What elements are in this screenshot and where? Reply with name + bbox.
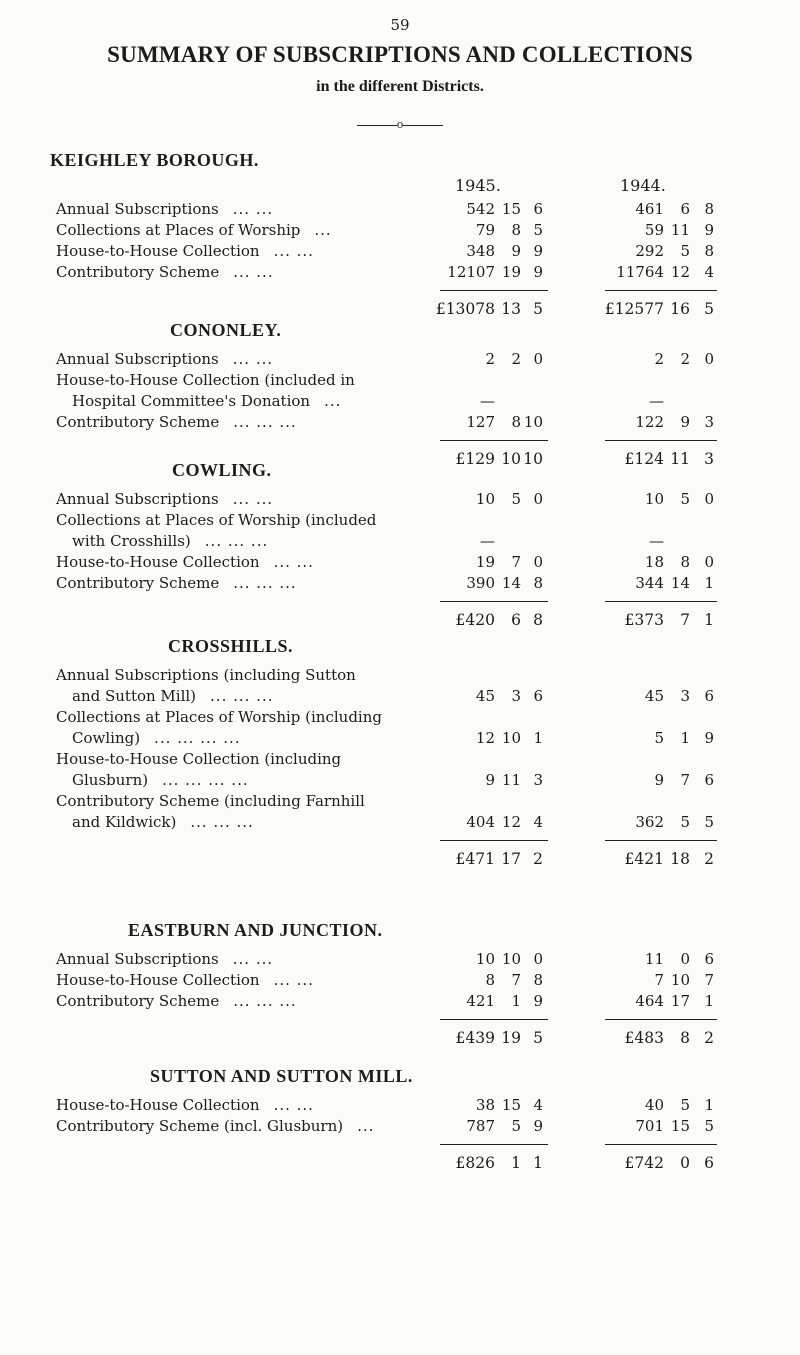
cell-y1944-pounds: 362	[635, 813, 664, 831]
year-header-1945: 1945.	[455, 176, 501, 195]
cell-y1944-pence: 9	[704, 221, 714, 239]
cell-y1945-pounds: 8	[485, 971, 495, 989]
cell-y1945-pence: 9	[533, 1117, 543, 1135]
total-rule-1945	[440, 290, 548, 291]
row-label: Contributory Scheme ... ...	[56, 263, 274, 281]
cell-y1944-pence: 5	[704, 1117, 714, 1135]
total-rule-1944	[605, 840, 717, 841]
cell-y1944-shillings: 3	[680, 687, 690, 705]
row-label: Contributory Scheme ... ... ...	[56, 574, 297, 592]
cell-y1944-pounds: 344	[635, 574, 664, 592]
total-y1944-pounds: £742	[624, 1154, 664, 1172]
table-row	[0, 511, 800, 531]
total-y1945-shillings: 13	[501, 300, 521, 318]
cell-y1944-pounds: 122	[635, 413, 664, 431]
cell-y1945-shillings: 19	[501, 263, 521, 281]
total-rule-1944	[605, 1144, 717, 1145]
cell-y1945-shillings: 2	[511, 350, 521, 368]
total-row	[0, 850, 800, 872]
divider: o	[0, 118, 800, 131]
total-y1944-pence: 3	[704, 450, 714, 468]
cell-y1945-pence: 10	[523, 413, 543, 431]
table-row	[0, 413, 800, 433]
cell-y1944-pounds: 9	[654, 771, 664, 789]
total-y1944-pence: 2	[704, 1029, 714, 1047]
table-row	[0, 971, 800, 991]
row-leader: ... ...	[232, 950, 274, 968]
cell-y1945-pounds: —	[480, 392, 495, 410]
total-y1945-pounds: £129	[455, 450, 495, 468]
cell-y1945-shillings: 8	[511, 221, 521, 239]
total-row	[0, 300, 800, 322]
total-row	[0, 450, 800, 472]
cell-y1944-pence: 4	[704, 263, 714, 281]
table-row	[0, 490, 800, 510]
row-leader: ... ... ...	[233, 992, 297, 1010]
total-y1945-pence: 8	[533, 611, 543, 629]
cell-y1945-pounds: 542	[466, 200, 495, 218]
cell-y1944-shillings: 9	[680, 413, 690, 431]
cell-y1945-pounds: 787	[466, 1117, 495, 1135]
cell-y1944-shillings: 17	[670, 992, 690, 1010]
row-leader: ... ...	[273, 1096, 314, 1114]
total-rule-1945	[440, 601, 548, 602]
cell-y1944-shillings: 15	[670, 1117, 690, 1135]
table-row	[0, 553, 800, 573]
cell-y1945-shillings: 8	[511, 413, 521, 431]
total-y1944-shillings: 18	[670, 850, 690, 868]
cell-y1945-pence: 6	[533, 687, 543, 705]
cell-y1945-shillings: 1	[511, 992, 521, 1010]
cell-y1944-pounds: —	[649, 532, 664, 550]
cell-y1945-pence: 8	[533, 574, 543, 592]
cell-y1945-pounds: 45	[475, 687, 495, 705]
row-leader: ... ...	[232, 490, 274, 508]
row-leader: ... ...	[233, 263, 274, 281]
cell-y1945-pence: 1	[533, 729, 543, 747]
cell-y1945-pounds: 348	[466, 242, 495, 260]
cell-y1945-pounds: 127	[466, 413, 495, 431]
cell-y1944-pence: 8	[704, 242, 714, 260]
row-leader: ... ...	[273, 971, 314, 989]
cell-y1945-shillings: 12	[501, 813, 521, 831]
table-row	[0, 708, 800, 728]
cell-y1944-shillings: 14	[670, 574, 690, 592]
cell-y1944-pounds: 10	[644, 490, 664, 508]
row-label: Contributory Scheme (incl. Glusburn) ...	[56, 1117, 375, 1135]
year-header-1944: 1944.	[620, 176, 666, 195]
total-y1945-pence: 1	[533, 1154, 543, 1172]
total-y1945-shillings: 6	[511, 611, 521, 629]
table-row	[0, 532, 800, 552]
total-y1944-shillings: 8	[680, 1029, 690, 1047]
table-row	[0, 1117, 800, 1137]
table-row	[0, 263, 800, 283]
section-heading: EASTBURN AND JUNCTION.	[128, 920, 383, 940]
cell-y1944-pounds: 701	[635, 1117, 664, 1135]
row-label: House-to-House Collection (including	[56, 750, 342, 768]
row-leader: ... ...	[273, 553, 314, 571]
cell-y1944-shillings: 5	[680, 490, 690, 508]
cell-y1944-pounds: 5	[654, 729, 664, 747]
section-heading: SUTTON AND SUTTON MILL.	[150, 1066, 413, 1086]
cell-y1944-pence: 5	[704, 813, 714, 831]
cell-y1945-shillings: 15	[501, 1096, 521, 1114]
total-y1944-pounds: £12577	[604, 300, 664, 318]
page-number: 59	[390, 16, 410, 34]
total-y1944-shillings: 0	[680, 1154, 690, 1172]
total-rule-1945	[440, 840, 548, 841]
cell-y1944-pence: 9	[704, 729, 714, 747]
cell-y1944-pence: 6	[704, 771, 714, 789]
cell-y1945-pounds: 390	[466, 574, 495, 592]
row-label: Contributory Scheme ... ... ...	[56, 413, 297, 431]
row-label: House-to-House Collection ... ...	[56, 553, 314, 571]
cell-y1944-shillings: 0	[680, 950, 690, 968]
table-row	[0, 792, 800, 812]
table-row	[0, 242, 800, 262]
cell-y1945-pence: 9	[533, 242, 543, 260]
cell-y1944-shillings: 1	[680, 729, 690, 747]
cell-y1944-pence: 6	[704, 950, 714, 968]
total-y1945-pounds: £439	[455, 1029, 495, 1047]
cell-y1945-pence: 0	[533, 490, 543, 508]
section-heading: COWLING.	[172, 460, 272, 480]
cell-y1944-pounds: 7	[654, 971, 664, 989]
cell-y1945-shillings: 15	[501, 200, 521, 218]
cell-y1945-shillings: 7	[511, 971, 521, 989]
cell-y1944-shillings: 5	[680, 1096, 690, 1114]
cell-y1945-pounds: 421	[466, 992, 495, 1010]
cell-y1944-shillings: 7	[680, 771, 690, 789]
row-label: and Kildwick) ... ... ...	[72, 813, 254, 831]
cell-y1945-pence: 6	[533, 200, 543, 218]
total-y1945-pounds: £826	[455, 1154, 495, 1172]
cell-y1945-shillings: 10	[501, 950, 521, 968]
total-y1945-shillings: 17	[501, 850, 521, 868]
total-rule-1945	[440, 1144, 548, 1145]
total-row	[0, 611, 800, 633]
total-y1945-pounds: £471	[455, 850, 495, 868]
row-label: Collections at Places of Worship (included	[56, 511, 377, 529]
row-label: Cowling) ... ... ... ...	[72, 729, 241, 747]
row-leader: ... ... ...	[233, 574, 297, 592]
page-subtitle: in the different Districts.	[316, 78, 484, 95]
row-label: Annual Subscriptions (including Sutton	[56, 666, 356, 684]
table-row	[0, 750, 800, 770]
row-leader: ... ...	[232, 200, 274, 218]
table-row	[0, 392, 800, 412]
cell-y1944-pence: 0	[704, 553, 714, 571]
cell-y1944-pence: 1	[704, 992, 714, 1010]
total-y1944-pounds: £421	[624, 850, 664, 868]
row-label: and Sutton Mill) ... ... ...	[72, 687, 274, 705]
row-leader: ... ...	[232, 350, 274, 368]
row-label: with Crosshills) ... ... ...	[72, 532, 269, 550]
row-label: House-to-House Collection ... ...	[56, 1096, 314, 1114]
row-leader: ... ... ...	[190, 813, 254, 831]
cell-y1944-shillings: 2	[680, 350, 690, 368]
row-leader: ... ... ...	[204, 532, 269, 550]
cell-y1944-pounds: 464	[635, 992, 664, 1010]
cell-y1945-pence: 0	[533, 553, 543, 571]
total-y1945-pence: 5	[533, 1029, 543, 1047]
total-y1944-pence: 5	[704, 300, 714, 318]
cell-y1944-shillings: 10	[670, 971, 690, 989]
table-row	[0, 350, 800, 370]
cell-y1944-pounds: 292	[635, 242, 664, 260]
row-label: House-to-House Collection ... ...	[56, 242, 314, 260]
cell-y1945-pence: 9	[533, 992, 543, 1010]
cell-y1944-pence: 3	[704, 413, 714, 431]
cell-y1945-shillings: 11	[501, 771, 521, 789]
cell-y1945-pence: 4	[533, 813, 543, 831]
row-leader: ... ... ... ...	[162, 771, 249, 789]
cell-y1945-pence: 0	[533, 950, 543, 968]
row-leader: ... ...	[273, 242, 314, 260]
row-label: Contributory Scheme (including Farnhill	[56, 792, 365, 810]
cell-y1944-shillings: 11	[670, 221, 690, 239]
row-leader: ... ... ... ...	[154, 729, 241, 747]
cell-y1945-pence: 9	[533, 263, 543, 281]
row-label: Annual Subscriptions ... ...	[56, 950, 274, 968]
cell-y1944-pounds: 461	[635, 200, 664, 218]
cell-y1944-shillings: 12	[670, 263, 690, 281]
total-y1944-pence: 1	[704, 611, 714, 629]
row-leader: ...	[324, 392, 342, 410]
total-y1944-pence: 6	[704, 1154, 714, 1172]
section-heading: KEIGHLEY BOROUGH.	[50, 150, 259, 170]
cell-y1945-pounds: 10	[475, 950, 495, 968]
cell-y1945-shillings: 5	[511, 1117, 521, 1135]
total-y1944-shillings: 16	[670, 300, 690, 318]
cell-y1944-pounds: 59	[644, 221, 664, 239]
table-row	[0, 729, 800, 749]
table-row	[0, 666, 800, 686]
row-label: Annual Subscriptions ... ...	[56, 490, 274, 508]
row-label: Annual Subscriptions ... ...	[56, 200, 274, 218]
cell-y1945-pence: 4	[533, 1096, 543, 1114]
row-label: Hospital Committee's Donation ...	[72, 392, 342, 410]
total-row	[0, 1154, 800, 1176]
cell-y1945-pounds: 12107	[447, 263, 495, 281]
row-leader: ... ... ...	[210, 687, 274, 705]
table-row	[0, 687, 800, 707]
total-y1944-pounds: £124	[624, 450, 664, 468]
table-row	[0, 574, 800, 594]
total-rule-1944	[605, 601, 717, 602]
cell-y1944-pence: 0	[704, 490, 714, 508]
cell-y1945-shillings: 5	[511, 490, 521, 508]
cell-y1945-pounds: 10	[475, 490, 495, 508]
row-label: Annual Subscriptions ... ...	[56, 350, 274, 368]
total-y1945-pence: 10	[523, 450, 543, 468]
total-y1944-pounds: £483	[624, 1029, 664, 1047]
cell-y1944-pence: 7	[704, 971, 714, 989]
table-row	[0, 371, 800, 391]
cell-y1944-shillings: 5	[680, 813, 690, 831]
cell-y1945-pounds: 12	[475, 729, 495, 747]
total-rule-1944	[605, 1019, 717, 1020]
row-label: House-to-House Collection (included in	[56, 371, 355, 389]
cell-y1945-shillings: 10	[501, 729, 521, 747]
row-leader: ...	[357, 1117, 375, 1135]
cell-y1945-pounds: 79	[475, 221, 495, 239]
section-heading: CONONLEY.	[170, 320, 282, 340]
total-rule-1945	[440, 1019, 548, 1020]
cell-y1945-pounds: 19	[475, 553, 495, 571]
total-y1945-shillings: 1	[511, 1154, 521, 1172]
table-row	[0, 200, 800, 220]
total-rule-1944	[605, 290, 717, 291]
total-y1945-pounds: £420	[455, 611, 495, 629]
cell-y1945-pounds: 38	[475, 1096, 495, 1114]
table-row	[0, 992, 800, 1012]
cell-y1944-pounds: 45	[644, 687, 664, 705]
cell-y1945-shillings: 14	[501, 574, 521, 592]
cell-y1945-shillings: 7	[511, 553, 521, 571]
total-y1945-pence: 2	[533, 850, 543, 868]
total-y1944-pence: 2	[704, 850, 714, 868]
table-row	[0, 1096, 800, 1116]
cell-y1944-pence: 8	[704, 200, 714, 218]
cell-y1945-pounds: 404	[466, 813, 495, 831]
cell-y1945-pence: 5	[533, 221, 543, 239]
cell-y1945-pence: 0	[533, 350, 543, 368]
row-label: Contributory Scheme ... ... ...	[56, 992, 297, 1010]
cell-y1944-pence: 0	[704, 350, 714, 368]
cell-y1945-pence: 3	[533, 771, 543, 789]
cell-y1945-pence: 8	[533, 971, 543, 989]
section-heading: CROSSHILLS.	[168, 636, 294, 656]
total-y1944-shillings: 7	[680, 611, 690, 629]
table-row	[0, 813, 800, 833]
cell-y1944-shillings: 5	[680, 242, 690, 260]
row-label: Collections at Places of Worship (including	[56, 708, 382, 726]
cell-y1944-pounds: 11	[644, 950, 664, 968]
cell-y1944-pence: 6	[704, 687, 714, 705]
row-leader: ... ... ...	[233, 413, 297, 431]
total-rule-1945	[440, 440, 548, 441]
page-title: SUMMARY OF SUBSCRIPTIONS AND COLLECTIONS	[107, 42, 693, 67]
total-y1945-shillings: 19	[501, 1029, 521, 1047]
cell-y1944-pounds: 18	[644, 553, 664, 571]
row-label: Glusburn) ... ... ... ...	[72, 771, 249, 789]
total-y1945-pounds: £13078	[435, 300, 495, 318]
total-y1944-shillings: 11	[670, 450, 690, 468]
cell-y1944-pounds: —	[649, 392, 664, 410]
table-row	[0, 771, 800, 791]
cell-y1944-pence: 1	[704, 574, 714, 592]
cell-y1945-shillings: 9	[511, 242, 521, 260]
table-row	[0, 950, 800, 970]
cell-y1944-shillings: 8	[680, 553, 690, 571]
cell-y1944-pounds: 2	[654, 350, 664, 368]
cell-y1945-pounds: 9	[485, 771, 495, 789]
cell-y1945-pounds: 2	[485, 350, 495, 368]
total-rule-1944	[605, 440, 717, 441]
total-y1945-shillings: 10	[501, 450, 521, 468]
row-leader: ...	[314, 221, 332, 239]
cell-y1944-pence: 1	[704, 1096, 714, 1114]
total-y1945-pence: 5	[533, 300, 543, 318]
total-row	[0, 1029, 800, 1051]
cell-y1944-pounds: 40	[644, 1096, 664, 1114]
total-y1944-pounds: £373	[624, 611, 664, 629]
table-row	[0, 221, 800, 241]
cell-y1945-pounds: —	[480, 532, 495, 550]
cell-y1944-shillings: 6	[680, 200, 690, 218]
row-label: Collections at Places of Worship ...	[56, 221, 332, 239]
cell-y1944-pounds: 11764	[616, 263, 664, 281]
cell-y1945-shillings: 3	[511, 687, 521, 705]
row-label: House-to-House Collection ... ...	[56, 971, 314, 989]
